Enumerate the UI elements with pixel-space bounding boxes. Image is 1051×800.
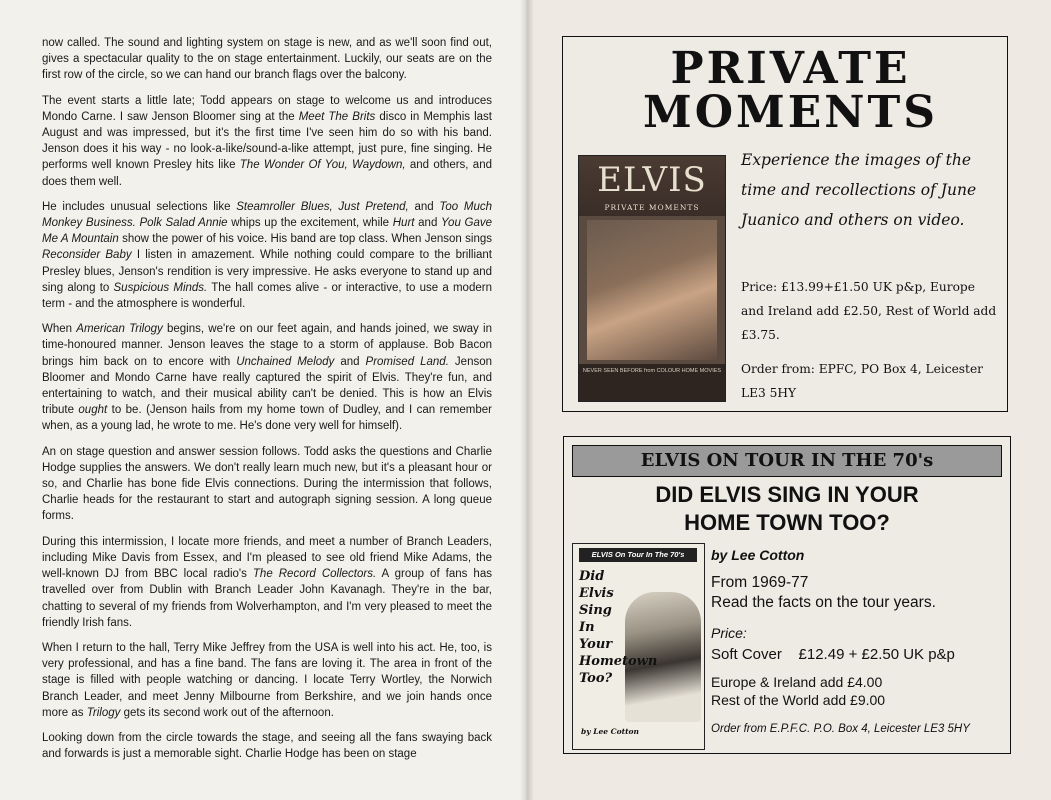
paragraph-text: He includes unusual selections like <box>42 200 237 213</box>
article-paragraph <box>42 93 492 190</box>
paragraph-text: I listen in amazement. While nothing could compare to the brilliant Presley blues, Jenson's rendition is very impressive. He asks everyone to stand up and sing along to <box>42 249 492 294</box>
headline-line: DID ELVIS SING IN YOUR <box>655 482 919 507</box>
italic-title: Reconsider Baby <box>42 249 132 262</box>
article-paragraph <box>42 730 492 762</box>
paragraph-text: whips up the excitement, while <box>227 217 393 230</box>
paragraph-text: When I return to the hall, Terry Mike Jeffrey from the USA is well into his act. He, too, is very professional, and has a fine band. The fans are loving it. The area in front of the stage is filled with people watching or dancing. I locate Terry Wortley, the Norwich Branch Leader, and meet Jenny Milbourne from Berkshire, and we join hands once more as <box>42 641 492 719</box>
italic-title: Meet The Brits <box>298 110 376 123</box>
price-label: Price: <box>711 625 747 641</box>
italic-title: American Trilogy <box>76 323 163 336</box>
paragraph-text: begins, we're on our feet again, and hands joined, we sway in time-honoured manner. Jenson leaves the stage to a storm of applause. Bob Bacon brings him back on to encore with <box>42 323 492 368</box>
article-paragraph <box>42 640 492 721</box>
paragraph-text: The event starts a little late; Todd appears on stage to welcome us and introduces Mondo Carne. I saw Jenson Bloomer sing at the <box>42 94 492 123</box>
italic-title: Unchained Melody <box>236 355 335 368</box>
paragraph-text: The hall comes alive - or interactive, to use a modern term - and the atmosphere is wonderful. <box>42 281 492 311</box>
article-paragraph <box>42 321 492 434</box>
cover-title-word: In <box>579 620 595 635</box>
article-paragraph <box>42 534 492 631</box>
ad-title-line: PRIVATE <box>670 43 911 94</box>
italic-title: Steamroller Blues, Just Pretend, <box>236 200 409 213</box>
ad-banner: ELVIS ON TOUR IN THE 70's <box>572 445 1002 477</box>
ad-order-address: Order from: EPFC, PO Box 4, Leicester LE3 5HY <box>741 362 983 400</box>
italic-title: Trilogy <box>86 706 121 719</box>
paragraph-text: A group of fans has travelled over from Dublin with Branch Leader John Kavanagh. They're in the bar, chatting to several of my friends from Wolverhampton, and I'm very pleased to meet the friendly Irish fans. <box>42 568 492 629</box>
paragraph-text: Jenson Bloomer and Mondo Carne have really captured the spirit of Elvis. They're fun, and entertaining to watch, and their musical ability can't be denied. This is how an Elvis tribute <box>42 355 493 417</box>
book-cover-image <box>572 543 705 750</box>
italic-title: The Record Collectors. <box>252 568 377 581</box>
cover-subtitle: PRIVATE MOMENTS <box>604 203 700 212</box>
paragraph-text: gets its second work out of the afternoon. <box>120 706 334 719</box>
cover-photo <box>587 220 717 360</box>
private-moments-ad <box>562 36 1008 412</box>
ad-description: Experience the images of the time and recollections of June Juanico and others on video. <box>741 151 977 229</box>
cover-title: ELVIS <box>597 160 707 200</box>
price-rest-of-world: Rest of the World add £9.00 <box>711 692 886 708</box>
italic-title: Promised Land. <box>365 355 449 368</box>
page-spine <box>520 0 534 800</box>
italic-title: The Wonder Of You, Waydown, <box>239 159 406 172</box>
cover-title <box>579 568 658 687</box>
ad-order-address: Order from E.P.F.C. P.O. Box 4, Leicester LE3 5HY <box>711 723 970 735</box>
cover-tagline: NEVER SEEN BEFORE from COLOUR HOME MOVIES <box>579 364 725 401</box>
paragraph-text: now called. The sound and lighting system on stage is new, and as we'll soon find out, gives a spectacular quality to the on stage entertainment. Luckily, our seats are on the first row of the circle, so we can hand our branch flags over the balcony. <box>42 37 492 82</box>
book-tagline: Read the facts on the tour years. <box>711 594 936 611</box>
paragraph-text: and <box>414 217 442 230</box>
paragraph-text: Looking down from the circle towards the stage, and seeing all the fans swaying back and forwards is just a memorable sight. Charlie Hodge has been on stage <box>42 731 492 761</box>
price-europe: Europe & Ireland add £4.00 <box>711 674 883 690</box>
video-cover-image <box>578 155 726 402</box>
book-year-range: From 1969-77 <box>711 574 809 591</box>
paragraph-text: When <box>42 323 77 336</box>
cover-title-word: Sing <box>579 603 612 618</box>
paragraph-text: During this intermission, I locate more friends, and meet a number of Branch Leaders, including Mike Davis from Essex, and I'm pleased to see old friend Mike Adams, the well-known DJ from BBC local radio's <box>42 535 492 581</box>
cover-title-word: Hometown <box>579 654 658 669</box>
article-paragraph <box>42 199 492 312</box>
ad-title-line: MOMENTS <box>642 87 938 138</box>
italic-title: Too Much Monkey Business. Polk Salad Annie <box>42 200 493 230</box>
elvis-on-tour-ad <box>563 436 1011 754</box>
italic-title: You Gave Me A Mountain <box>42 217 492 246</box>
article-paragraph <box>42 35 492 84</box>
cover-band: ELVIS On Tour In The 70's <box>579 548 697 562</box>
italic-title: Suspicious Minds. <box>113 281 208 294</box>
paragraph-text: disco in Memphis last August and was impressed, but it's the first time I've seen him do so with his band. Jenson does it his way - no look-a-like/sound-a-like attempt, just pure, fine singing. He performs well known Presley hits like <box>42 110 492 172</box>
cover-title-word: Did <box>579 569 605 584</box>
paragraph-text: show the power of his voice. His band are top class. When Jenson sings <box>118 233 492 246</box>
headline-line: HOME TOWN TOO? <box>684 510 890 535</box>
paragraph-text: to be. (Jenson hails from my home town of Dudley, and I can remember when, as a young lad, he wrote to me. He's done very well for himself). <box>42 404 492 433</box>
paragraph-text: An on stage question and answer session follows. Todd asks the questions and Charlie Hodge supplies the answers. We don't really learn much new, but it's a pleasant hour or so, and Charlie has bone fide Elvis connections. During the intermission that follows, Charlie heads for the restaurant to start and autograph signing session. A long queue forms. <box>42 445 492 523</box>
italic-title: ought <box>78 404 108 417</box>
cover-author: by Lee Cotton <box>581 727 639 736</box>
cover-title-word: Too? <box>579 671 613 686</box>
ad-headline <box>572 481 1002 537</box>
paragraph-text: and others, and does them well. <box>42 159 492 188</box>
ad-price: Price: £13.99+£1.50 UK p&p, Europe and Ireland add £2.50, Rest of World add £3.75. <box>741 280 997 342</box>
book-author: by Lee Cotton <box>711 547 805 563</box>
paragraph-text: and <box>408 200 440 213</box>
paragraph-text: and <box>334 355 366 368</box>
ad-title <box>593 43 988 138</box>
article-body <box>42 35 492 771</box>
cover-title-word: Your <box>579 637 613 652</box>
article-paragraph <box>42 444 492 525</box>
price-soft-cover: Soft Cover £12.49 + £2.50 UK p&p <box>711 646 955 663</box>
italic-title: Hurt <box>392 217 415 230</box>
cover-title-word: Elvis <box>579 586 614 601</box>
